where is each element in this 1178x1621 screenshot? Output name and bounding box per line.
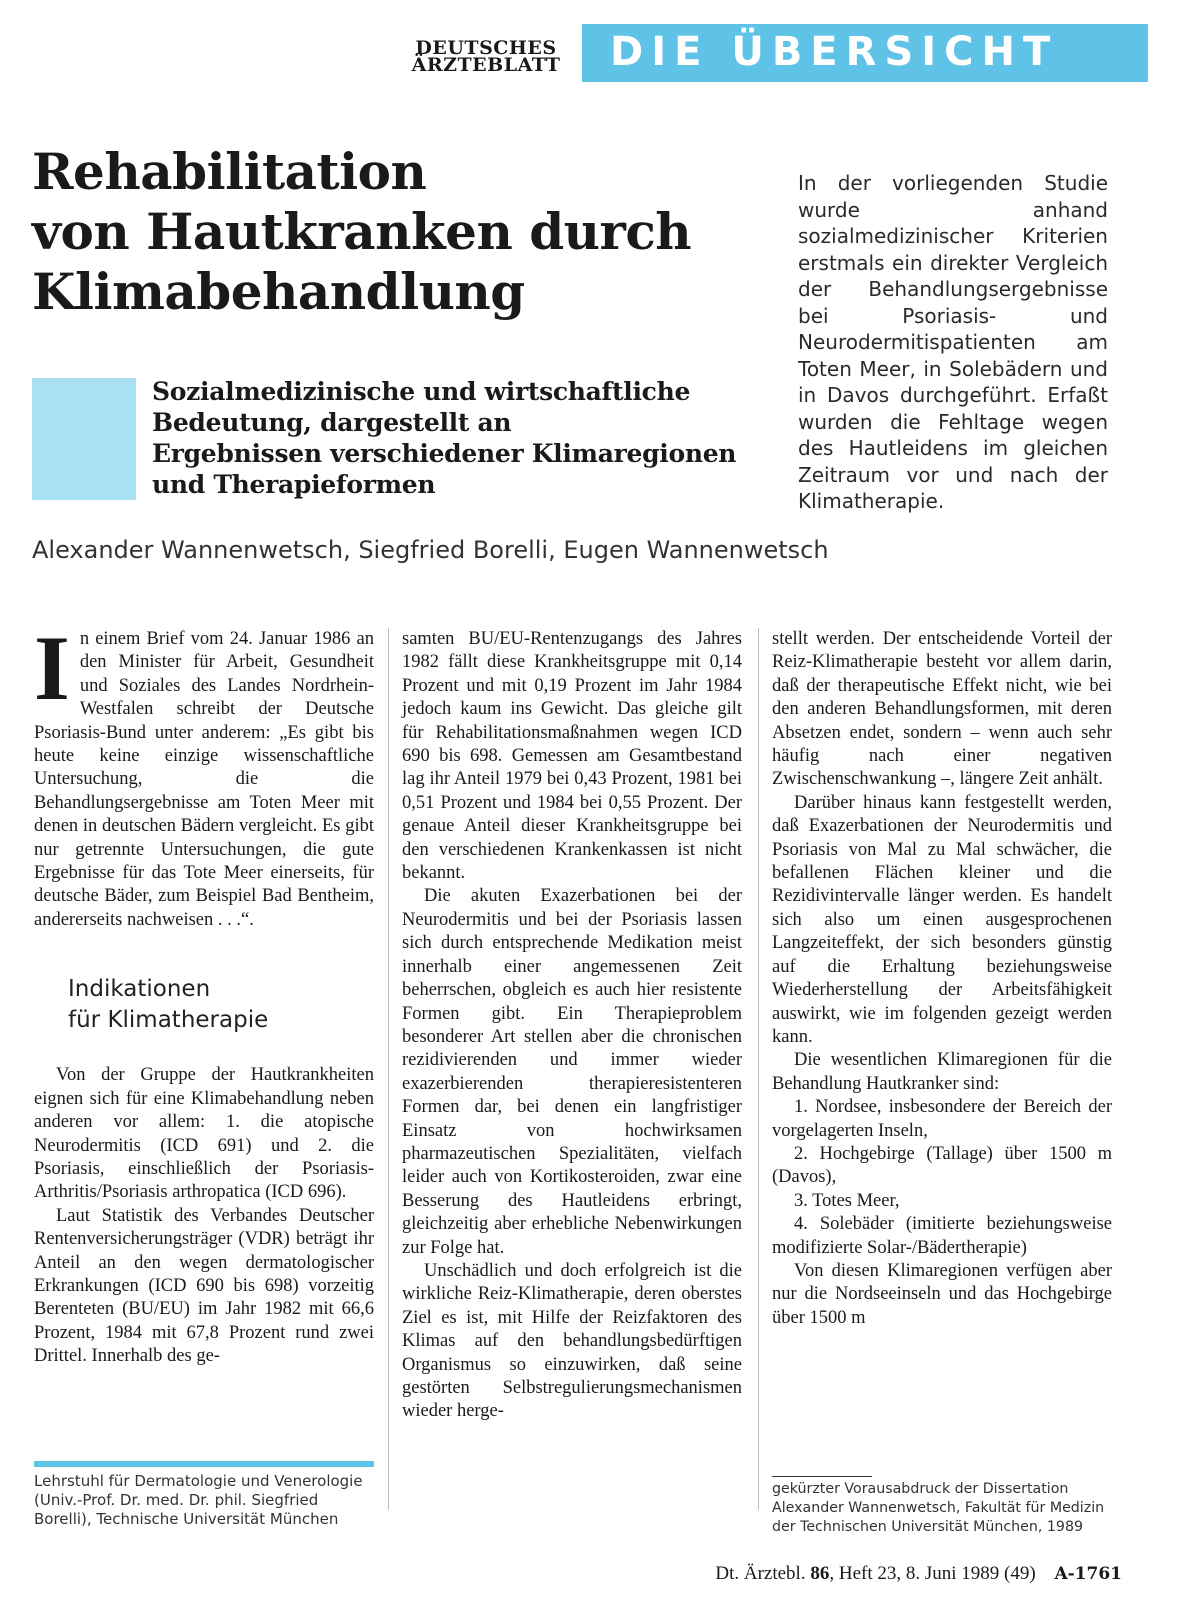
body-paragraph: Die wesentlichen Klimaregionen für die Behandlung Hautkranker sind:: [772, 1050, 1112, 1094]
paragraph-text: n einem Brief vom 24. Januar 1986 an den Minister für Arbeit, Gesundheit und Soziales des Landes Nordrhein-Westfalen schreibt der Deutsche Psoriasis-Bund unter anderem: „Es gibt bis heute keine einzige wissenschaftliche Untersuchung, die die Behandlungsergebnisse am Toten Meer mit denen in deutschen Bädern vergleicht. Es gibt nur getrennte Untersuchungen, die gute Ergebnisse für das Tote Meer einerseits, für deutsche Bäder, zum Beispiel Bad Bentheim, andererseits nachweisen . . .“.: [34, 629, 374, 930]
logo-line-1: DEUTSCHES: [415, 37, 557, 59]
body-paragraph: Von der Gruppe der Hautkrankheiten eignen sich für eine Klimabehandlung neben anderen vor allem: 1. die atopische Neurodermitis (ICD 691) und 2. die Psoriasis, einschließlich der Psoriasis-Arthritis/Psoriasis arthropatica (ICD 696).: [34, 1065, 374, 1203]
body-paragraph: Die akuten Exazerbationen bei der Neurodermitis und bei der Psoriasis lassen sich durch entsprechende Medikation meist innerhalb einer angemessenen Zeit beherrschen, obgleich es auch hier resistente Formen gibt. Ein Therapieproblem besonderer Art stellen aber die chronischen rezidivierenden und immer wieder exazerbierenden therapieresistenteren Formen dar, bei denen ein langfristiger Einsatz von hochwirksamen pharmazeutischen Spezialitäten, vielfach leider auch von Kortikosteroiden, zwar eine Besserung des Hautleidens erbringt, gleichzeitig aber erhebliche Nebenwirkungen zur Folge hat.: [402, 886, 742, 1258]
title-line: Klimabehandlung: [32, 262, 525, 321]
list-item: 2. Hochgebirge (Tallage) über 1500 m (Davos),: [772, 1143, 1112, 1188]
body-paragraph: samten BU/EU-Rentenzugangs des Jahres 1982 fällt diese Krankheitsgruppe mit 0,14 Prozent und mit 0,19 Prozent im Jahr 1984 jedoch kaum ins Gewicht. Das gleiche gilt für Rehabilitationsmaßnahmen wegen ICD 690 bis 698. Gemessen am Gesamtbestand lag ihr Anteil 1979 bei 0,43 Prozent, 1981 bei 0,51 Prozent und 1984 bei 0,55 Prozent. Der genaue Anteil dieser Krankheitsgruppe bei den verschiedenen Krankenkassen ist nicht bekannt.: [402, 629, 742, 884]
body-paragraph: stellt werden. Der entscheidende Vorteil der Reiz-Klimatherapie besteht vor allem darin, daß der therapeutische Effekt nicht, wie bei den anderen Behandlungsformen, mit deren Absetzen endet, sondern – wenn auch sehr häufig nach einer negativen Zwischenschwankung –, längere Zeit anhält.: [772, 629, 1112, 790]
heading-line: für Klimatherapie: [68, 1007, 269, 1034]
section-heading: [34, 974, 374, 1036]
subtitle-marker-block: [32, 378, 136, 500]
column-divider: [758, 628, 759, 1510]
title-line: Rehabilitation: [32, 142, 427, 201]
body-column-3: [772, 628, 1112, 1330]
body-paragraph: Laut Statistik des Verbandes Deutscher Rentenversicherungsträger (VDR) beträgt ihr Anteil an den wegen dermatologischer Erkrankungen (ICD 690 bis 698) vorzeitig Berenteten (BU/EU) im Jahr 1982 mit 66,6 Prozent, 1984 mit 67,8 Prozent rund zwei Drittel. Innerhalb des ge-: [34, 1205, 374, 1367]
body-paragraph: Von diesen Klimaregionen verfügen aber nur die Nordseeinseln und das Hochgebirge über 1500 m: [772, 1260, 1112, 1328]
drop-cap: I: [34, 617, 70, 719]
title-line: von Hautkranken durch: [32, 202, 692, 261]
journal-abbrev: Dt. Ärztebl.: [715, 1563, 806, 1584]
article-abstract: In der vorliegenden Studie wurde anhand sozialmedizinischer Kriterien erstmals ein direkter Vergleich der Behandlungsergebnisse bei Psoriasis- und Neurodermitispatienten am Toten Meer, in Solebädern und in Davos durchgeführt. Erfaßt wurden die Fehltage wegen des Hautleidens im gleichen Zeitraum vor und nach der Klimatherapie.: [798, 171, 1108, 513]
article-title: [32, 142, 752, 322]
body-paragraph: [34, 617, 374, 932]
footnote-rule: [772, 1476, 872, 1477]
column-divider: [388, 628, 389, 1510]
list-item: 4. Solebäder (imitierte beziehungsweise modifizierte Solar-/Bädertherapie): [772, 1214, 1112, 1258]
list-item: 3. Totes Meer,: [794, 1190, 900, 1211]
affiliation-footnote: Lehrstuhl für Dermatologie und Venerologie (Univ.-Prof. Dr. med. Dr. phil. Siegfried Borelli), Technische Universität München: [34, 1472, 363, 1528]
article-subtitle: [152, 376, 752, 500]
body-paragraph: Unschädlich und doch erfolgreich ist die wirkliche Reiz-Klimatherapie, deren oberstes Ziel es ist, mit Hilfe der Reizfaktoren des Klimas auf den behandlungsbedürftigen Organismus so einzuwirken, daß seine gestörten Selbstregulierungsmechanismen wieder herge-: [402, 1260, 742, 1422]
logo-line-2: ÄRZTEBLATT: [411, 54, 561, 76]
subtitle-line: Ergebnissen verschiedener Klimaregionen: [152, 439, 737, 468]
dissertation-footnote: gekürzter Vorausabdruck der Dissertation Alexander Wannenwetsch, Fakultät für Medizin der Technischen Universität München, 1989: [772, 1481, 1105, 1535]
author-list: Alexander Wannenwetsch, Siegfried Borelli, Eugen Wannenwetsch: [32, 536, 829, 564]
page-number: A-1761: [1054, 1564, 1122, 1584]
body-column-2: [402, 628, 742, 1424]
heading-line: Indikationen: [68, 976, 211, 1003]
body-paragraph: Darüber hinaus kann festgestellt werden, daß Exazerbationen der Neurodermitis und Psoriasis von Mal zu Mal schwächer, die befallenen Flächen kleiner und die Rezidivintervalle länger werden. Es handelt sich also um einen ausgesprochenen Langzeiteffekt, der sich besonders günstig auf die Erhaltung beziehungsweise Wiederherstellung der Arbeitsfähigkeit auswirkt, wie im folgenden gezeigt werden kann.: [772, 792, 1112, 1047]
footnote-rule: [34, 1461, 374, 1467]
subtitle-line: und Therapieformen: [152, 470, 436, 499]
issue-info: , Heft 23, 8. Juni 1989 (49): [829, 1563, 1036, 1584]
list-item: 1. Nordsee, insbesondere der Bereich der vorgelagerten Inseln,: [772, 1097, 1112, 1141]
subtitle-line: Sozialmedizinische und wirtschaftliche: [152, 377, 691, 406]
page-footer: [630, 1563, 1122, 1585]
section-label: DIE ÜBERSICHT: [610, 29, 1059, 75]
body-column-1: [34, 617, 374, 1369]
journal-logo: [406, 37, 566, 76]
volume-number: 86: [810, 1563, 830, 1584]
subtitle-line: Bedeutung, dargestellt an: [152, 408, 512, 437]
